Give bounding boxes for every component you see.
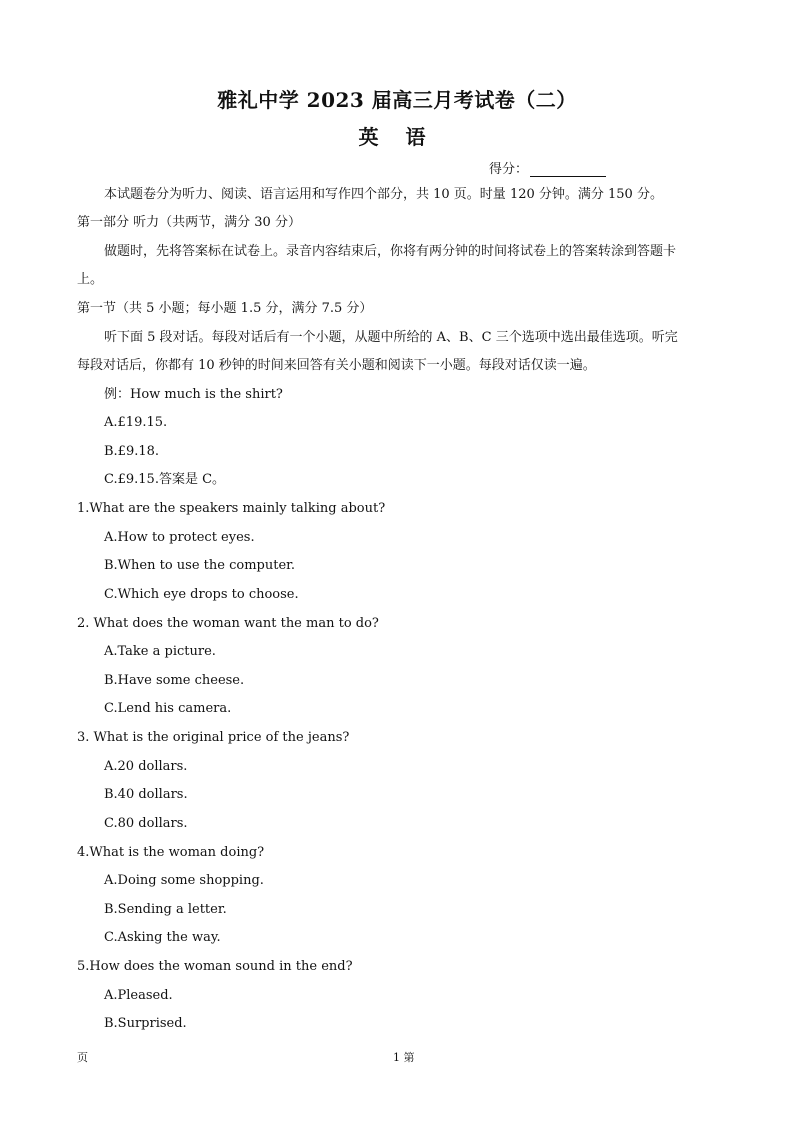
subject-title: 英 语	[358, 125, 436, 149]
example-question: 例：How much is the shirt?	[104, 387, 283, 402]
section1-title: 第一节（共 5 小题；每小题 1.5 分，满分 7.5 分）	[77, 301, 373, 316]
section1-note-line1: 听下面 5 段对话。每段对话后有一个小题，从题中所给的 A、B、C 三个选项中选出最佳选项。听完	[104, 330, 678, 345]
question-option: B.Sending a letter.	[104, 902, 227, 917]
footer-page-char: 页	[77, 1051, 88, 1064]
score-field	[489, 158, 606, 177]
question-option: A.20 dollars.	[104, 759, 188, 774]
question-option: A.Doing some shopping.	[104, 873, 264, 888]
example-option: C.£9.15.答案是 C。	[104, 472, 226, 487]
question-option: B.40 dollars.	[104, 787, 188, 802]
example-option: B.£9.18.	[104, 444, 160, 459]
instructions-text: 本试题卷分为听力、阅读、语言运用和写作四个部分，共 10 页。时量 120 分钟。满分 150 分。	[104, 187, 663, 202]
question-stem: 4.What is the woman doing?	[77, 845, 265, 860]
question-stem: 2. What does the woman want the man to do?	[77, 616, 379, 631]
part1-note-line2: 上。	[77, 272, 104, 287]
question-stem: 5.How does the woman sound in the end?	[77, 959, 353, 974]
question-option: B.Surprised.	[104, 1016, 187, 1031]
question-option: C.Which eye drops to choose.	[104, 587, 299, 602]
question-stem: 1.What are the speakers mainly talking about?	[77, 501, 386, 516]
question-option: A.Take a picture.	[104, 644, 216, 659]
question-option: C.Lend his camera.	[104, 701, 232, 716]
question-option: A.Pleased.	[104, 988, 173, 1003]
footer-page-number: 1 第	[393, 1051, 415, 1064]
score-label: 得分：	[489, 162, 529, 177]
question-option: B.Have some cheese.	[104, 673, 245, 688]
question-option: C.80 dollars.	[104, 816, 188, 831]
question-option: A.How to protect eyes.	[104, 530, 255, 545]
exam-title: 雅礼中学 2023 届高三月考试卷（二）	[217, 88, 577, 112]
section1-note-line2: 每段对话后，你都有 10 秒钟的时间来回答有关小题和阅读下一小题。每段对话仅读一遍。	[77, 358, 596, 373]
question-stem: 3. What is the original price of the jeans?	[77, 730, 350, 745]
score-blank	[530, 162, 606, 177]
part1-note-line1: 做题时，先将答案标在试卷上。录音内容结束后，你将有两分钟的时间将试卷上的答案转涂到答题卡	[104, 244, 677, 259]
example-option: A.£19.15.	[104, 415, 168, 430]
part1-title: 第一部分 听力（共两节，满分 30 分）	[77, 215, 301, 230]
question-option: C.Asking the way.	[104, 930, 221, 945]
question-option: B.When to use the computer.	[104, 558, 296, 573]
